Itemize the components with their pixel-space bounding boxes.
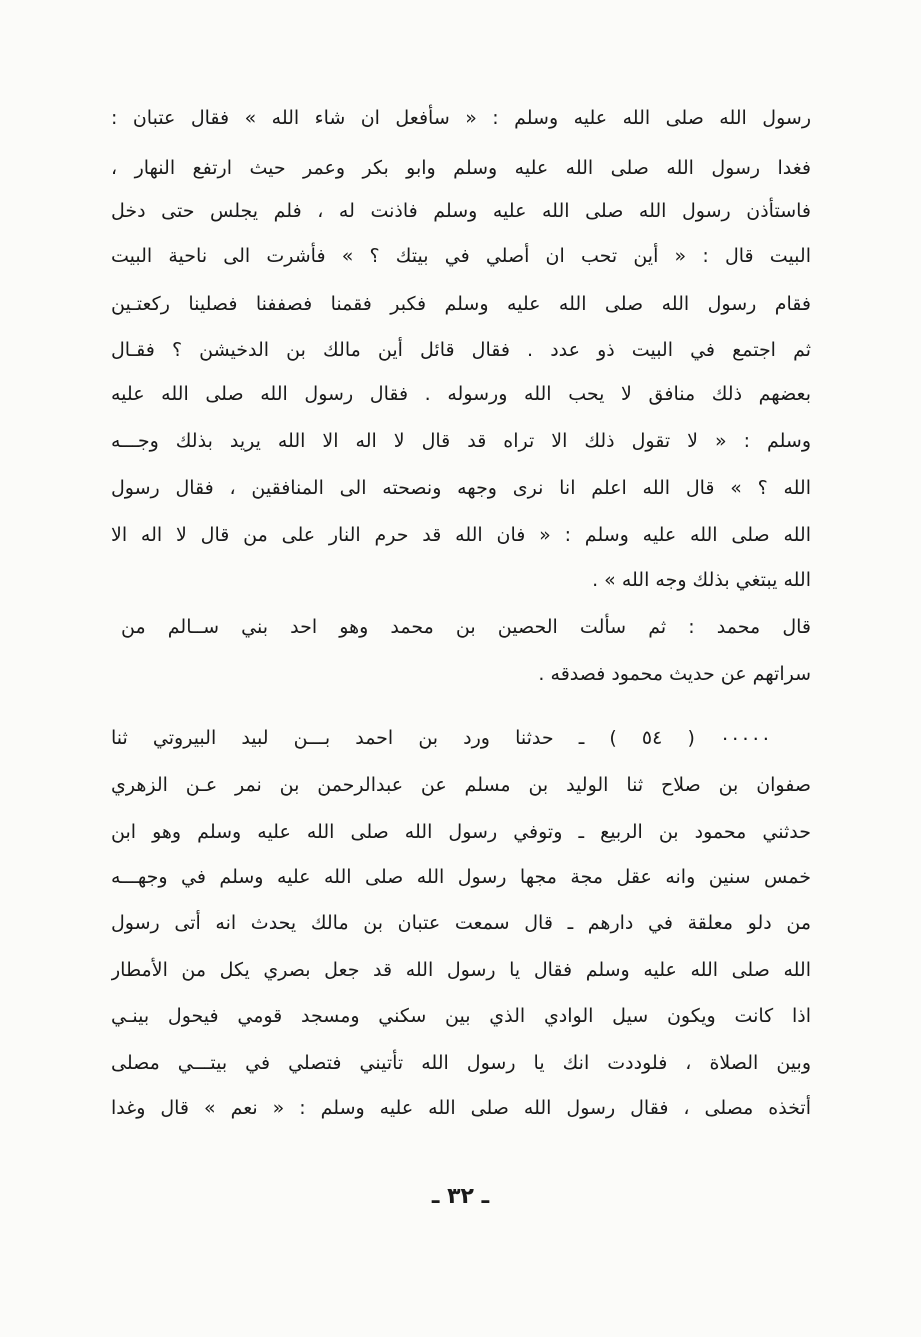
text-line: بعضهم ذلك منافق لا يحب الله ورسوله . فقال رسول الله صلى الله عليه bbox=[111, 383, 811, 405]
text-line: من دلو معلقة في دارهم ـ قال سمعت عتبان بن مالك يحدث انه أتى رسول bbox=[111, 912, 811, 934]
text-line: سراتهم عن حديث محمود فصدقه . bbox=[538, 663, 811, 685]
text-line: فقام رسول الله صلى الله عليه وسلم فكبر فقمنا فصففنا فصلينا ركعتـين bbox=[111, 293, 811, 315]
text-line: البيت قال : « أين تحب ان أصلي في بيتك ؟ » فأشرت الى ناحية البيت bbox=[111, 245, 811, 267]
text-line: وسلم : « لا تقول ذلك الا تراه قد قال لا اله الا الله يريد بذلك وجـــه bbox=[111, 430, 811, 452]
text-line: الله صلى الله عليه وسلم : « فان الله قد حرم النار على من قال لا اله الا bbox=[111, 524, 811, 546]
text-line: وبين الصلاة ، فلوددت انك يا رسول الله تأتيني فتصلي في بيتـــي مصلى bbox=[111, 1052, 811, 1074]
text-line: فاستأذن رسول الله صلى الله عليه وسلم فاذنت له ، فلم يجلس حتى دخل bbox=[111, 200, 811, 222]
text-line: الله ؟ » قال الله اعلم انا نرى وجهه ونصحته الى المنافقين ، فقال رسول bbox=[111, 477, 811, 499]
text-line: قال محمد : ثم سألت الحصين بن محمد وهو احد بني ســالم من bbox=[121, 616, 811, 638]
text-line: حدثني محمود بن الربيع ـ وتوفي رسول الله صلى الله عليه وسلم وهو ابن bbox=[111, 821, 811, 843]
text-line: ثم اجتمع في البيت ذو عدد . فقال قائل أين مالك بن الدخيشن ؟ فقـال bbox=[111, 339, 811, 361]
text-line: أتخذه مصلى ، فقال رسول الله صلى الله عليه وسلم : « نعم » قال وغدا bbox=[111, 1097, 811, 1119]
text-line: اذا كانت ويكون سيل الوادي الذي بين سكني ومسجد قومي فيحول بينـي bbox=[111, 1005, 811, 1027]
text-line: ٠٠٠٠٠ ( ٥٤ ) ـ حدثنا ورد بن احمد بـــن لبيد البيروتي ثنا bbox=[111, 727, 771, 749]
text-line: فغدا رسول الله صلى الله عليه وسلم وابو بكر وعمر حيث ارتفع النهار ، bbox=[111, 157, 811, 179]
text-line: الله صلى الله عليه وسلم فقال يا رسول الله قد جعل بصري يكل من الأمطار bbox=[111, 959, 811, 981]
page-number: ـ ٣٢ ـ bbox=[431, 1184, 490, 1209]
text-line: رسول الله صلى الله عليه وسلم : « سأفعل ان شاء الله » فقال عتبان : bbox=[111, 107, 811, 129]
text-line: خمس سنين وانه عقل مجة مجها رسول الله صلى الله عليه وسلم في وجهـــه bbox=[111, 866, 811, 888]
text-line: صفوان بن صلاح ثنا الوليد بن مسلم عن عبدالرحمن بن نمر عـن الزهري bbox=[111, 774, 811, 796]
text-line: الله يبتغي بذلك وجه الله » . bbox=[592, 569, 811, 591]
